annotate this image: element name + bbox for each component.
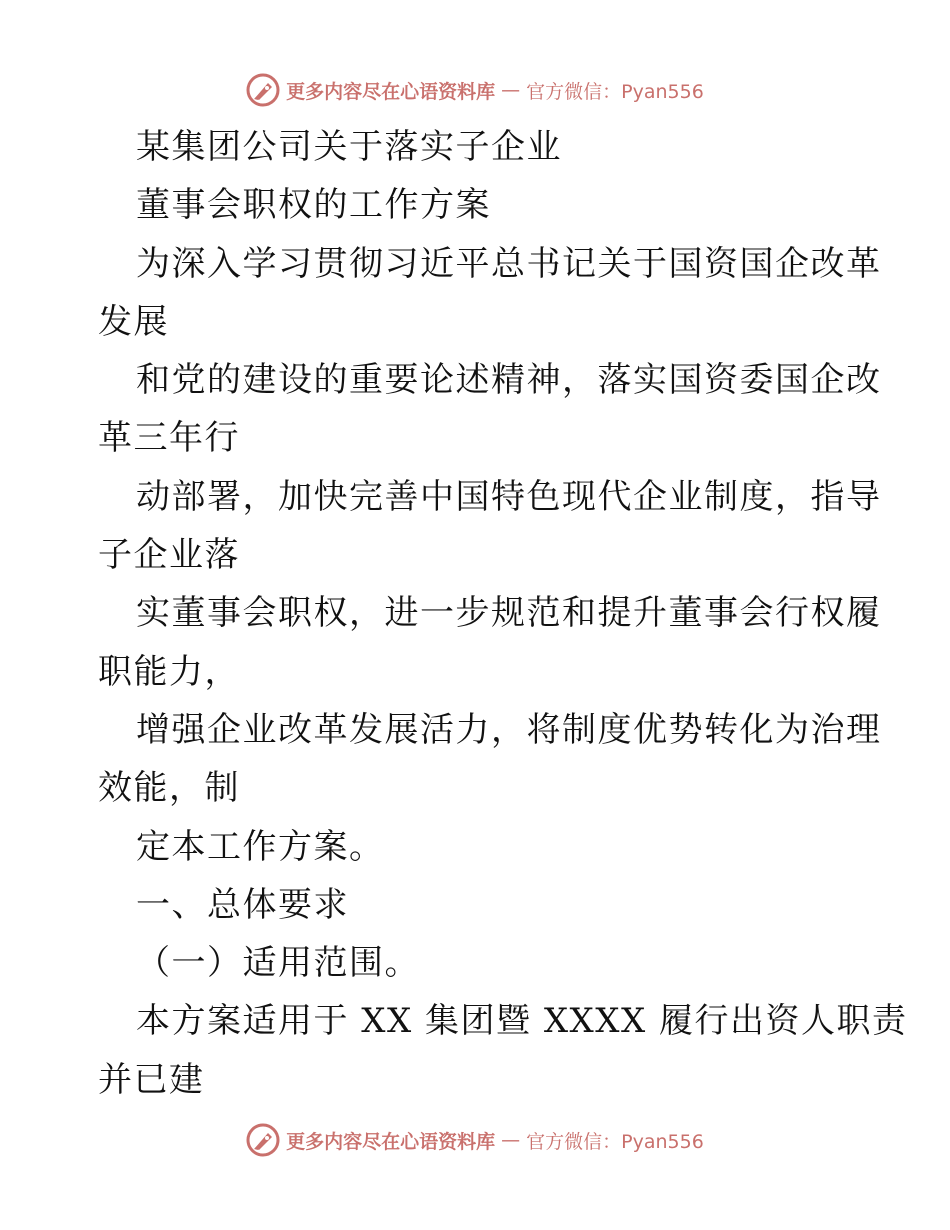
pen-nib-circle-logo-icon xyxy=(246,1123,280,1157)
document-body xyxy=(98,118,908,1109)
banner-wechat-id: 官方微信：Pyan556 xyxy=(526,80,704,103)
banner-title: 更多内容尽在心语资料库 xyxy=(286,80,496,103)
header-banner xyxy=(0,70,950,110)
footer-banner xyxy=(0,1120,950,1160)
document-line: （一）适用范围。 xyxy=(136,943,420,984)
document-line: 定本工作方案。 xyxy=(136,826,385,867)
document-line: 增强企业改革发展活力，将制度优势转化为治理 xyxy=(136,709,882,750)
document-line: 职能力， xyxy=(98,651,240,692)
document-line: 某集团公司关于落实子企业 xyxy=(136,127,562,167)
document-line: 一、总体要求 xyxy=(136,884,349,925)
document-line: 董事会职权的工作方案 xyxy=(136,185,491,226)
banner-title: 更多内容尽在心语资料库 xyxy=(286,1130,496,1153)
document-line: 效能，制 xyxy=(98,768,240,809)
document-line: 和党的建设的重要论述精神，落实国资委国企改 xyxy=(136,360,882,401)
document-line: 动部署，加快完善中国特色现代企业制度，指导 xyxy=(136,476,882,517)
document-line: 子企业落 xyxy=(98,535,240,576)
document-line: 本方案适用于 XX 集团暨 XXXX 履行出资人职责 xyxy=(136,1001,908,1042)
footer-banner-content xyxy=(246,1123,704,1157)
banner-wechat-id: 官方微信：Pyan556 xyxy=(526,1130,704,1153)
document-line: 为深入学习贯彻习近平总书记关于国资国企改革 xyxy=(136,243,882,284)
document-line: 实董事会职权，进一步规范和提升董事会行权履 xyxy=(136,593,882,634)
document-line: 发展 xyxy=(98,301,169,342)
document-line: 并已建 xyxy=(98,1059,205,1100)
header-banner-content xyxy=(246,73,704,107)
pen-nib-circle-logo-icon xyxy=(246,73,280,107)
banner-separator: — xyxy=(501,79,521,101)
banner-separator: — xyxy=(501,1129,521,1151)
document-line: 革三年行 xyxy=(98,418,240,459)
